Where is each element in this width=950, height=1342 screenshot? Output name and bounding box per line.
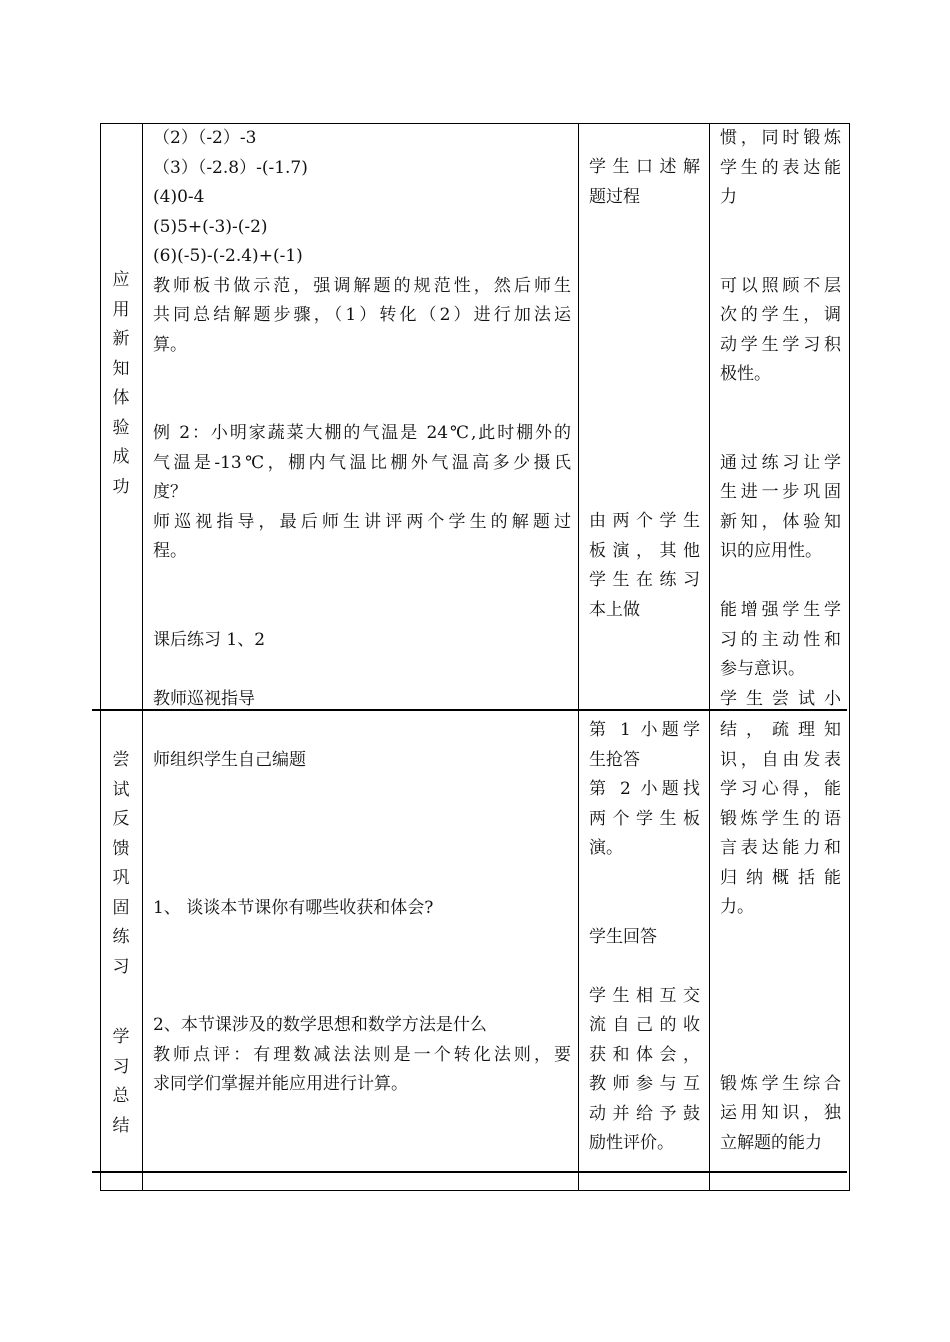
student-line: 板演，其他: [589, 540, 700, 561]
intent-line: 锻炼学生的语: [720, 808, 841, 829]
intent-line: 识，自由发表: [720, 749, 841, 770]
intent-line: 可以照顾不层: [720, 275, 841, 296]
intent-line: 参与意识。: [720, 659, 805, 679]
intent-line: 新知，体验知: [720, 511, 841, 532]
section2-teacher-activity: [153, 746, 571, 1100]
exercise-line: (6)(-5)-(-2.4)+(-1): [153, 246, 303, 266]
section2-design-intent: [720, 716, 841, 1158]
intent-line: 运用知识，独: [720, 1103, 841, 1123]
student-line: 励性评价。: [589, 1133, 674, 1153]
student-line: 教师参与互: [589, 1074, 700, 1094]
homework-line: 课后练习 1、2: [153, 629, 266, 650]
intent-line: 学习心得，能: [720, 779, 841, 799]
intent-line: 锻炼学生综合: [720, 1073, 841, 1094]
exercise-line: (5)5+(-3)-(-2): [153, 216, 268, 237]
intent-line: 言表达能力和: [720, 838, 841, 858]
exercise-line: （2）（-2）-3: [153, 128, 257, 148]
student-line: 学生相互交: [589, 985, 700, 1006]
example-line: 例 2：小明家蔬菜大棚的气温是 24℃,此时棚外的: [153, 423, 571, 443]
question-line: 2、本节课涉及的数学思想和数学方法是什么: [153, 1015, 487, 1035]
intent-line: 次的学生，调: [720, 305, 841, 325]
student-line: 学生在练习: [589, 570, 700, 590]
exercise-line: （3）（-2.8）-(-1.7): [153, 157, 308, 178]
intent-line: 识的应用性。: [720, 541, 822, 561]
student-line: 动并给予鼓: [589, 1103, 700, 1124]
student-line: 本上做: [589, 599, 640, 620]
section2-label-b: [101, 1023, 141, 1141]
intent-line: 立解题的能力: [720, 1132, 822, 1153]
intent-line: 力。: [720, 897, 754, 917]
student-line: 获和体会，: [589, 1044, 700, 1065]
table-border-bottom: [100, 1190, 850, 1191]
teacher-text-line: 师组织学生自己编题: [153, 750, 306, 770]
intent-line: 动学生学习积: [720, 334, 841, 355]
section2-label-a-text: 尝试反馈巩固练习: [112, 750, 130, 977]
student-line: 生抢答: [589, 749, 640, 770]
table-border-right: [849, 123, 850, 1191]
student-line: 第 2 小题找: [589, 779, 700, 799]
section1-student-activity: [589, 153, 700, 625]
teacher-text-line: 教师板书做示范，强调解题的规范性，然后师生: [153, 275, 571, 296]
student-line: 流自己的收: [589, 1015, 700, 1035]
intent-line: 生进一步巩固: [720, 482, 841, 502]
student-line: 第 1 小题学: [589, 720, 700, 740]
intent-line: 通过练习让学: [720, 452, 841, 473]
intent-line: 归纳概括能: [720, 867, 841, 888]
column-divider-3: [709, 123, 710, 1191]
column-divider-1: [142, 123, 143, 1191]
intent-line: 力: [720, 187, 737, 207]
intent-line: 极性。: [720, 364, 771, 384]
student-line: 学生口述解: [589, 157, 700, 177]
teacher-comment-line: 求同学们掌握并能应用进行计算。: [153, 1074, 408, 1094]
intent-line: 惯，同时锻炼: [720, 128, 841, 148]
section1-label: [101, 266, 141, 502]
question-line: 1、 谈谈本节课你有哪些收获和体会?: [153, 897, 434, 918]
student-line: 演。: [589, 838, 623, 858]
section-divider-bottom: [92, 1171, 847, 1173]
example-line: 度？: [153, 482, 187, 502]
intent-line: 能增强学生学: [720, 600, 841, 620]
student-line: 两个学生板: [589, 808, 700, 829]
intent-line: 学生的表达能: [720, 157, 841, 178]
teacher-text-line: 程。: [153, 541, 187, 561]
intent-line: 结，疏理知: [720, 720, 841, 740]
teacher-text-line: 教师巡视指导: [153, 688, 255, 709]
section2-label-b-text: 学习总结: [112, 1027, 130, 1136]
student-line: 学生回答: [589, 926, 657, 947]
section2-student-activity: [589, 716, 700, 1159]
section1-label-text: 应用新知体验成功: [112, 270, 130, 497]
example-line: 气温是-13℃，棚内气温比棚外气温高多少摄氏: [153, 452, 571, 473]
section1-teacher-activity: [153, 124, 571, 714]
column-divider-2: [578, 123, 579, 1191]
student-line: 由两个学生: [589, 511, 700, 531]
exercise-line: (4)0-4: [153, 187, 205, 207]
teacher-text-line: 师巡视指导，最后师生讲评两个学生的解题过: [153, 511, 571, 532]
teacher-text-line: 算。: [153, 334, 187, 355]
student-line: 题过程: [589, 186, 640, 207]
teacher-comment-line: 教师点评：有理数减法法则是一个转化法则，要: [153, 1044, 571, 1065]
intent-line: 学生尝试小: [720, 688, 841, 709]
intent-line: 习的主动性和: [720, 629, 841, 650]
section2-label-a: [101, 746, 141, 982]
section1-design-intent: [720, 124, 841, 714]
teacher-text-line: 共同总结解题步骤，（1）转化（2）进行加法运: [153, 305, 571, 325]
